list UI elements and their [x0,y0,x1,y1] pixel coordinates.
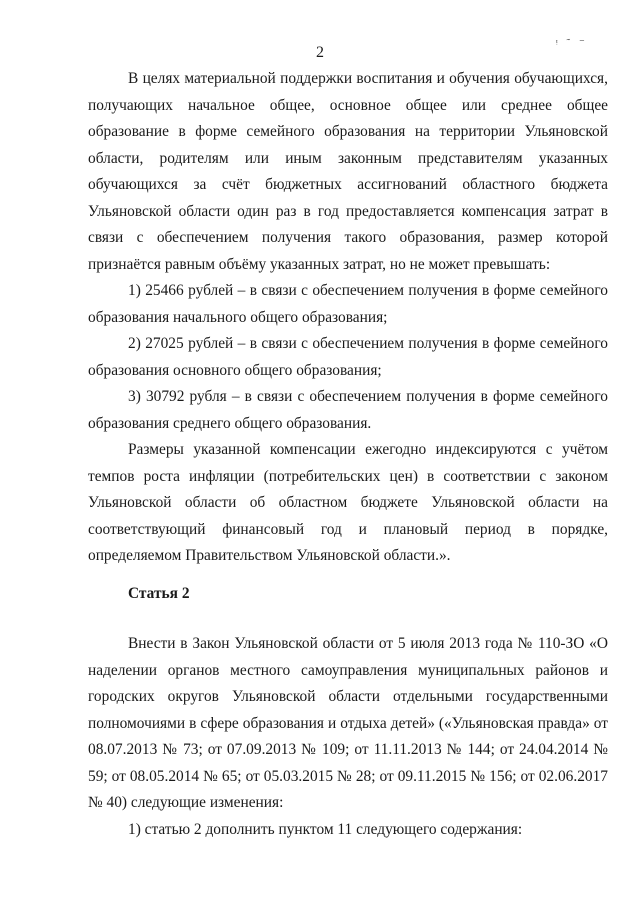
paragraph-item-3: 3) 30792 рубля – в связи с обеспечением получения в форме семейного образования среднего общего образования. [88,388,608,432]
article-2-body [88,631,608,843]
paragraph-item-1: 1) 25466 рублей – в связи с обеспечением получения в форме семейного образования начального общего образования; [88,282,608,326]
page-number: 2 [316,44,324,61]
paragraph-item-2: 2) 27025 рублей – в связи с обеспечением получения в форме семейного образования основного общего образования; [88,335,608,379]
paragraph-compensation-intro: В целях материальной поддержки воспитания и обучения обучающихся, получающих начальное общее, основное общее или среднее общее образование в форме семейного образования на территории Ульяновской области, родителям или иным законным представителям указанных обучающихся за счёт бюджетных ассигнований областного бюджета Ульяновской области один раз в год предоставляется компенсация затрат в связи с обеспечением получения такого образования, размер которой признаётся равным объёму указанных затрат, но не может превышать: [88,70,608,273]
paragraph-indexation: Размеры указанной компенсации ежегодно индексируются с учётом темпов роста инфляции (потребительских цен) в соответствии с законом Ульяновской области об областном бюджете Ульяновской области на соответствующий финансовый год и плановый период в порядке, определяемом Правительством Ульяновской области.». [88,441,608,564]
article-1-body [88,66,608,570]
scan-mark: ᵎ ˜ ⁻ [556,37,588,49]
paragraph-amendment: Внести в Закон Ульяновской области от 5 июля 2013 года № 110-ЗО «О наделении органов местного самоуправления муниципальных районов и городских округов Ульяновской области отдельными государственными полномочиями в сфере образования и отдыха детей» («Ульяновская правда» от 08.07.2013 № 73; от 07.09.2013 № 109; от 11.11.2013 № 144; от 24.04.2014 № 59; от 08.05.2014 № 65; от 05.03.2015 № 28; от 09.11.2015 № 156; от 02.06.2017 № 40) следующие изменения: [88,635,608,811]
article-heading: Статья 2 [128,585,190,602]
paragraph-amendment-item-1: 1) статью 2 дополнить пунктом 11 следующего содержания: [128,820,523,838]
